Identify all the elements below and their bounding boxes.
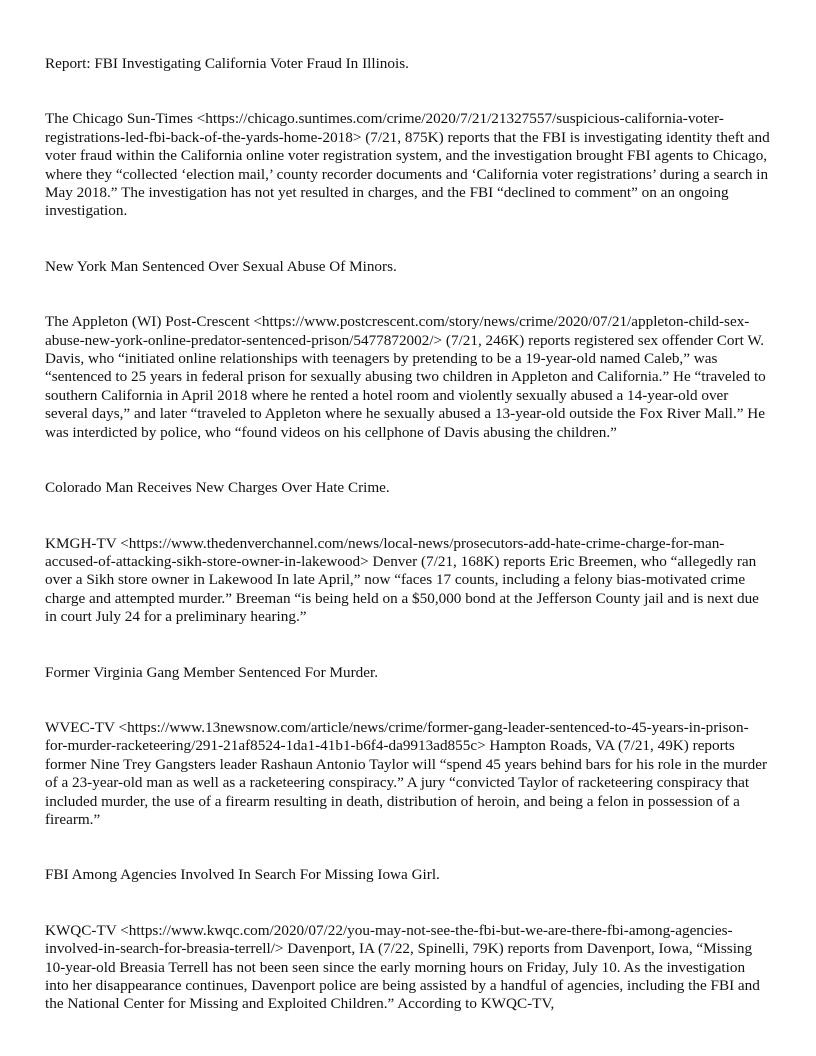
article-body: The Appleton (WI) Post-Crescent <https://www.postcrescent.com/story/news/crime/2020/07/21/appleton-child-sex-abuse-new-york-online-predator-sentenced-prison/5477872002/> (7/21, 246K) reports registered sex offender Cort W. Davis, who “initiated online relationships with teenagers by pretending to be a 19-year-old named Caleb,” was “sentenced to 25 years in federal prison for sexually abusing two children in Appleton and California.” He “traveled to southern California in April 2018 where he rented a hotel room and violently sexually abused a 14-year-old over several days,” and later “traveled to Appleton where he sexually abused a 13-year-old outside the Fox River Mall.” He was interdicted by police, who “found videos on his cellphone of Davis abusing the children.” [45,313,766,441]
article-headline: New York Man Sentenced Over Sexual Abuse Of Minors. [45,257,397,275]
article-body: WVEC-TV <https://www.13newsnow.com/article/news/crime/former-gang-leader-sentenced-to-45-years-in-prison-for-murder-racketeering/291-21af8524-1da1-41b1-b6f4-da9913ad855c> Hampton Roads, VA (7/21, 49K) reports former Nine Trey Gangsters leader Rashaun Antonio Taylor will “spend 45 years behind bars for his role in the murder of a 23-year-old man as well as a racketeering conspiracy.” A jury “convicted Taylor of racketeering conspiracy that included murder, the use of a firearm resulting in death, distribution of heroin, and being a felon in possession of a firearm.” [45,718,768,828]
article-headline: FBI Among Agencies Involved In Search For Missing Iowa Girl. [45,866,440,884]
article-body: The Chicago Sun-Times <https://chicago.suntimes.com/crime/2020/7/21/21327557/suspicious-california-voter-registrations-led-fbi-back-of-the-yards-home-2018> (7/21, 875K) reports that the FBI is investigating identity theft and voter fraud within the California online voter registration system, and the investigation brought FBI agents to Chicago, where they “collected ‘election mail,’ county recorder documents and ‘California voter registrations’ during a search in May 2018.” The investigation has not yet resulted in charges, and the FBI “declined to comment” on an ongoing investigation. [45,110,770,220]
article-colorado-hate-crime [45,479,771,626]
article-missing-iowa-girl [45,866,771,1013]
article-ny-man-sentenced [45,258,771,442]
article-body: KMGH-TV <https://www.thedenverchannel.com/news/local-news/prosecutors-add-hate-crime-charge-for-man-accused-of-attacking-sikh-store-owner-in-lakewood> Denver (7/21, 168K) reports Eric Breemen, who “allegedly ran over a Sikh store owner in Lakewood In late April,” now “faces 17 counts, including a felony bias-motivated crime charge and attempted murder.” Breeman “is being held on a $50,000 bond at the Jefferson County jail and is next due in court July 24 for a preliminary hearing.” [45,534,759,626]
document-page [45,55,771,1014]
article-headline: Colorado Man Receives New Charges Over Hate Crime. [45,479,390,497]
article-virginia-gang-member [45,664,771,830]
article-body: KWQC-TV <https://www.kwqc.com/2020/07/22/you-may-not-see-the-fbi-but-we-are-there-fbi-among-agencies-involved-in-search-for-breasia-terrell/> Davenport, IA (7/22, Spinelli, 79K) reports from Davenport, Iowa, “Missing 10-year-old Breasia Terrell has not been seen since the early morning hours on Friday, July 10. As the investigation into her disappearance continues, Davenport police are being assisted by a handful of agencies, including the FBI and the National Center for Missing and Exploited Children.” According to KWQC-TV, [45,921,760,1013]
article-headline: Report: FBI Investigating California Voter Fraud In Illinois. [45,55,409,72]
article-headline: Former Virginia Gang Member Sentenced For Murder. [45,663,379,681]
article-fbi-voter-fraud [45,55,771,221]
